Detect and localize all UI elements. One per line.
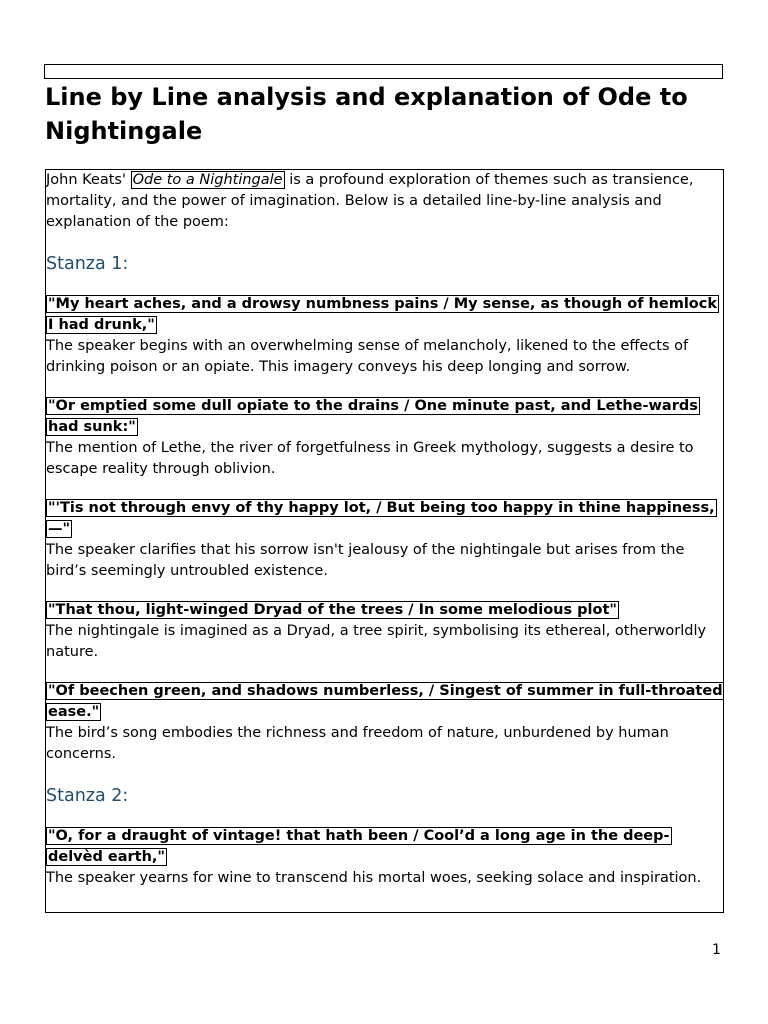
quote-link[interactable]: "That thou, light-winged Dryad of the trees / In some melodious plot" <box>48 602 617 618</box>
poem-quote <box>46 681 723 723</box>
quote-link[interactable]: "O, for a draught of vintage! that hath been / Cool’d a long age in the deep-delvèd earth," <box>48 828 670 865</box>
analysis-entry <box>46 498 723 582</box>
quote-explanation: The speaker yearns for wine to transcend his mortal woes, seeking solace and inspiration. <box>46 870 702 886</box>
analysis-entry <box>46 600 723 663</box>
content-box <box>45 169 724 913</box>
quote-explanation: The speaker begins with an overwhelming sense of melancholy, likened to the effects of drinking poison or an opiate. This imagery conveys his deep longing and sorrow. <box>46 338 689 375</box>
analysis-entry <box>46 396 723 480</box>
intro-before: John Keats' <box>46 172 131 188</box>
header-rule <box>44 64 723 79</box>
poem-quote <box>46 498 723 540</box>
quote-link[interactable]: "Or emptied some dull opiate to the drains / One minute past, and Lethe-wards had sunk:" <box>48 398 698 435</box>
quote-link[interactable]: "My heart aches, and a drowsy numbness pains / My sense, as though of hemlock I had drunk," <box>48 296 717 333</box>
quote-explanation: The speaker clarifies that his sorrow isn't jealousy of the nightingale but arises from the bird’s seemingly untroubled existence. <box>46 542 685 579</box>
analysis-entry <box>46 826 723 889</box>
stanza-2-heading: Stanza 2: <box>46 786 129 806</box>
poem-quote <box>46 826 723 868</box>
page-number: 1 <box>712 942 721 958</box>
page-title: Line by Line analysis and explanation of Ode to Nightingale <box>45 83 688 145</box>
stanza-1-heading: Stanza 1: <box>46 254 129 274</box>
intro-after: is a profound exploration of themes such as transience, mortality, and the power of imagination. Below is a detailed line-by-line analysis and explanation of the poem: <box>46 172 694 230</box>
quote-explanation: The mention of Lethe, the river of forgetfulness in Greek mythology, suggests a desire to escape reality through oblivion. <box>46 440 694 477</box>
poem-quote <box>46 600 723 621</box>
poem-quote <box>46 294 723 336</box>
quote-link[interactable]: "'Tis not through envy of thy happy lot, / But being too happy in thine happiness,—" <box>48 500 715 537</box>
intro-paragraph <box>46 170 723 233</box>
quote-explanation: The nightingale is imagined as a Dryad, a tree spirit, symbolising its ethereal, otherworldly nature. <box>46 623 707 660</box>
analysis-entry <box>46 294 723 378</box>
quote-link[interactable]: "Of beechen green, and shadows numberless, / Singest of summer in full-throated ease." <box>48 683 723 720</box>
poem-quote <box>46 396 723 438</box>
quote-explanation: The bird’s song embodies the richness and freedom of nature, unburdened by human concerns. <box>46 725 669 762</box>
analysis-entry <box>46 681 723 765</box>
poem-title-link[interactable]: Ode to a Nightingale <box>132 172 283 188</box>
